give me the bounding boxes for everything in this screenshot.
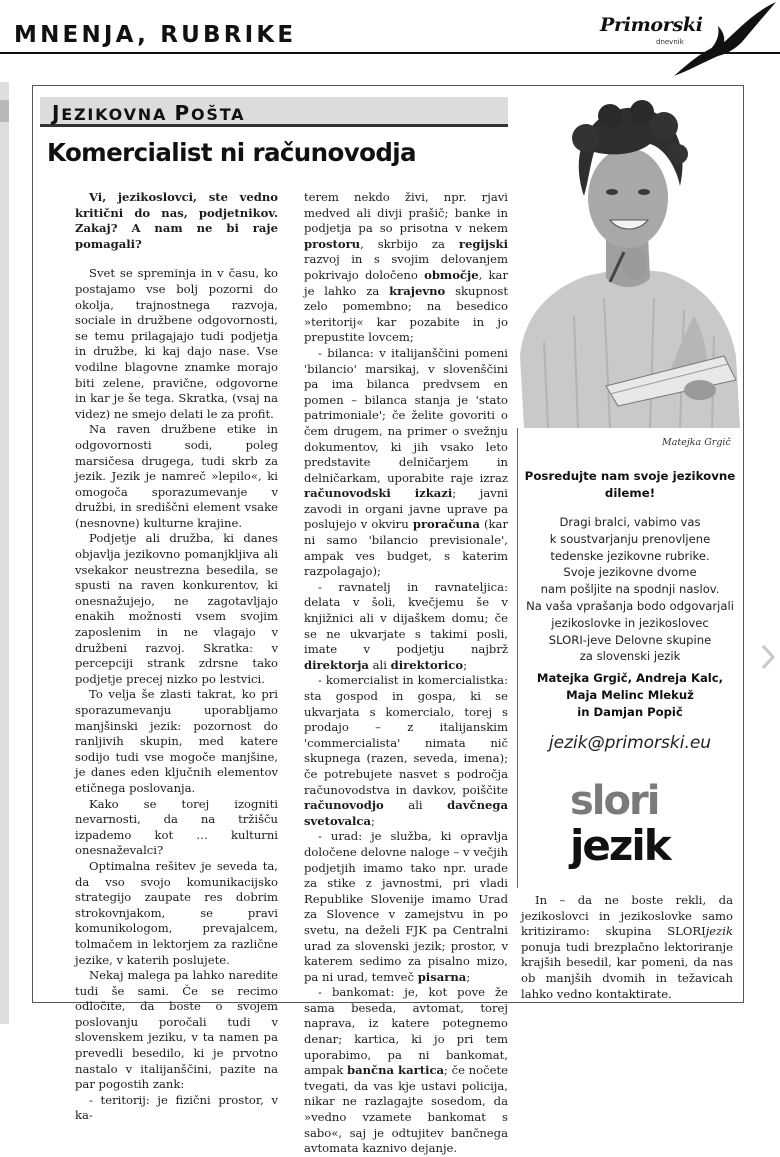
authors-list <box>518 670 742 720</box>
paragraph: In – da ne boste rekli, da jezikoslovci in jezikoslovke samo kritiziramo: skupina SLORIjezik ponuja tudi brezplačno lektoriranje krajših besedil, kar pomeni, da nas ob manjših dvomih in težavicah lahko vedno kontaktirate. <box>521 893 733 1001</box>
box-line: Dragi bralci, vabimo vas <box>559 515 701 529</box>
box-line: nam pošljite na spodnji naslov. <box>540 582 720 597</box>
paragraph: Nekaj malega pa lahko naredite tudi še sami. Če se recimo odločite, da boste o svojem poslovanju poročali tudi v slovenskem jeziku, v ta namen pa prevedli besedilo, ki je prvotno nastalo v italijanščini, pazite na par pogostih zank: <box>75 968 278 1092</box>
rubric-word2: OŠTA <box>190 105 246 124</box>
chevron-right-icon[interactable] <box>758 640 778 674</box>
paragraph: - ravnatelj in ravnateljica: delata v šoli, kvečjemu še v knjižnici ali v dijaškem domu; če se ne ukvarjate s takimi posli, imate v podjetju najbrž direktorja ali direktorico; <box>304 579 508 672</box>
article-headline: Komercialist ni računovodja <box>47 138 416 167</box>
seagull-logo-icon <box>668 0 780 82</box>
author-line: in Damjan Popič <box>577 704 683 719</box>
photo-credit: Matejka Grgič <box>662 437 731 448</box>
rubric-title <box>52 101 245 125</box>
box-line: za slovenski jezik <box>579 649 681 664</box>
rubric-bar <box>40 97 508 127</box>
masthead-subtitle: dnevnik <box>656 38 684 46</box>
paragraph: To velja še zlasti takrat, ko pri sporazumevanju uporabljamo manjšinski jezik: pozornost do ranljivih skupin, med katere sodijo tudi vse mogoče manjšine, je danes eden ključnih elementov etičnega poslovanja. <box>75 687 278 795</box>
box-line: Na vaša vprašanja bodo odgovarjali <box>526 598 734 613</box>
article-lead: Vi, jezikoslovci, ste vedno kritični do nas, podjetnikov. Zakaj? A nam ne bi raje pomagali? <box>75 190 278 251</box>
paragraph: - bilanca: v italijanščini pomeni 'bilancio' marsikaj, v slovenščini pa ima bilanca predvsem en pomen – bilanca stanja je 'stato patrimoniale'; če želite govoriti o čem drugem, na primer o svežnju dokumentov, ki jih vsako leto predstavite delničarjem in delničarkam, uporabite raje izraz računovodski izkazi; javni zavodi in organi javne uprave pa poslujejo v okviru proračuna (kar ni samo 'bilancio previsionale', ampak ves budget, s katerim razpolagajo); <box>304 345 509 579</box>
page-header <box>0 0 780 62</box>
box-line: jezikoslovke in jezikoslovec <box>551 615 709 630</box>
paragraph: - bankomat: je, kot pove že sama beseda, avtomat, torej naprava, iz katere potegnemo denar; kartica, ki jo pri tem uporabimo, pa ni bankomat, ampak bančna kartica; če nočete tvegati, da vas kje ustavi policija, nikar ne razlagajte sosedom, da »vedno vzamete bankomat s sabo«, saj je odtujitev bančnega avtomata kaznivo dejanje. <box>304 985 509 1156</box>
paragraph: Na raven družbene etike in odgovornosti sodi, poleg marsičesa drugega, tudi skrb za jezik. Jezik je namreč »lepilo«, ki omogoča sporazumevanje v družbi, in središčni element vsake (nesnovne) kulturne krajine. <box>75 422 278 530</box>
box-line: SLORI-jeve Delovne skupine <box>548 632 712 647</box>
paragraph: Optimalna rešitev je seveda ta, da vso svojo komunikacijsko strategijo zaupate res dobrim strokovnjakom, se pravi komunikologom, prevajalcem, tolmačem in lektorjem za različne jezike, v katerih poslujete. <box>75 858 278 967</box>
box-line: Svoje jezikovne dvome <box>563 565 697 580</box>
paragraph: Podjetje ali družba, ki danes objavlja jezikovno pomanjkljiva ali vsekakor neustrezna besedila, se spusti na raven konkurentov, ki onesnažujejo, ne zagotavljajo enakih možnosti vsem svojim zaposlenim in ne vlagajo v družbeni razvoj. Skratka: v percepciji strank zdrsne tako podjetje precej nizko po lestvici. <box>75 531 278 686</box>
section-title: MNENJA, RUBRIKE <box>14 22 297 48</box>
page-edge-strip <box>0 82 9 1024</box>
page-edge-marker <box>0 100 9 122</box>
paragraph: terem nekdo živi, npr. rjavi medved ali divji prašič; banke in podjetja pa so prisotna v nekem prostoru, skrbijo za regijski razvoj in s svojim delovanjem pokrivajo določeno območje, kar je lahko za krajevno skupnost zelo pomembno; na besedico »teritorij« kar pozabite in jo prepustite lovcem; <box>304 190 508 345</box>
article-column-1 <box>75 190 278 1124</box>
author-line: Maja Melinc Mlekuž <box>566 687 694 702</box>
article-column-2 <box>304 190 508 1157</box>
masthead-name: Primorski <box>600 14 703 36</box>
logo-bottom-word: jezik <box>570 821 670 870</box>
author-line: Matejka Grgič, Andreja Kalc, <box>536 671 724 685</box>
paragraph: - urad: je služba, ki opravlja določene delovne naloge – v večjih podjetjih imamo tako npr. urade za stike z javnostmi, pri vladi Republike Slovenije imamo Urad za Slovence v zamejstvu in po svetu, na deželi FJK pa Centralni urad za slovenski jezik; prostor, v katerem sedimo za pisalno mizo, pa ni urad, temveč pisarna; <box>304 829 508 984</box>
author-photo <box>514 86 742 428</box>
rubric-cap-j: J <box>52 101 62 125</box>
box-line: tedenske jezikovne rubrike. <box>550 548 710 563</box>
logo-top-word: slori <box>570 778 659 824</box>
rubric-word1: EZIKOVNA <box>61 105 175 124</box>
contact-email[interactable]: jezik@primorski.eu <box>548 733 712 753</box>
header-rule <box>0 52 780 54</box>
paragraph: Kako se torej izogniti nevarnosti, da na tržišču izpademo kot … kulturni onesnaževalci? <box>75 796 278 858</box>
box-line: k soustvarjanju prenovljene <box>549 531 711 546</box>
box-body <box>518 514 742 665</box>
paragraph: Svet se spreminja in v času, ko postajamo vse bolj pozorni do okolja, trajnostnega razvoja, sociale in družbene odgovornosti, se temu prilagajajo tudi podjetja in družbe, ki kaj dajo nase. Vse vodilne blagovne znamke morajo biti zelene, pravične, odgovorne in kar je še tega. Skratka, (vsaj na videz) ne smejo delati le za profit. <box>75 266 278 421</box>
paragraph: - komercialist in komercialistka: sta gospod in gospa, ki se ukvarjata s komercialo, torej s prodajo – z italijanskim 'commercialista' nimata nič skupnega (razen, seveda, imena); če potrebujete nasvet s področja računovodstva in davkov, poiščite računovodjo ali davčnega svetovalca; <box>304 673 508 828</box>
box-title: Posredujte nam svoje jezikovne dileme! <box>524 469 736 500</box>
slori-jezik-logo <box>564 776 704 868</box>
rubric-cap-p: P <box>174 101 191 125</box>
closing-note <box>521 893 733 1002</box>
paragraph: - teritorij: je fizični prostor, v ka- <box>75 1092 278 1123</box>
